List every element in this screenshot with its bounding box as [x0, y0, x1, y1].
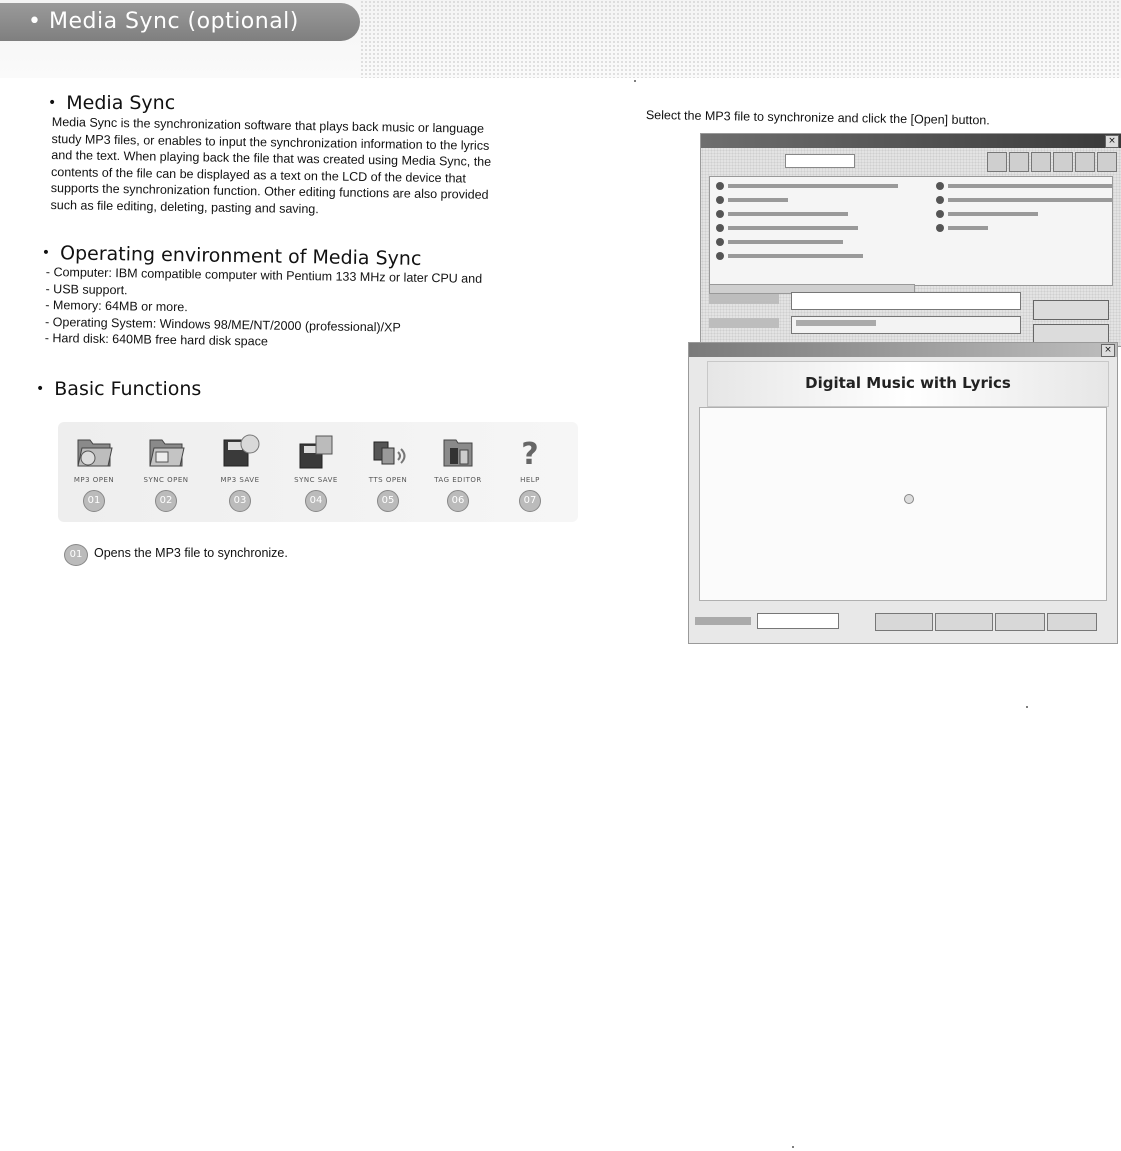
close-icon[interactable]: ×: [1105, 135, 1119, 148]
details-view-icon[interactable]: [1097, 152, 1117, 172]
environment-list: [45, 264, 483, 353]
cursor-icon: [904, 494, 914, 504]
help-icon: [508, 428, 552, 472]
file-item[interactable]: [716, 195, 906, 205]
number-badge: 03: [229, 490, 251, 512]
footer-button[interactable]: [995, 613, 1045, 631]
footer-button[interactable]: [935, 613, 993, 631]
section-heading-media-sync: • Media Sync: [48, 92, 176, 114]
look-in-dropdown[interactable]: [785, 154, 855, 168]
list-view-icon[interactable]: [1075, 152, 1095, 172]
instruction-text: Select the MP3 file to synchronize and click the [Open] button.: [645, 108, 990, 128]
function-icon-strip: [58, 422, 578, 522]
function-mp3-save[interactable]: MP3 SAVE 03: [204, 422, 276, 522]
file-item[interactable]: [716, 181, 906, 191]
status-label: [695, 617, 751, 625]
list-item: - Computer: IBM compatible computer with Pentium 133 MHz or later CPU and: [45, 264, 483, 286]
text-line: study MP3 files, or enables to input the synchronization information to the lyrics: [51, 131, 490, 153]
view-menu-icon[interactable]: [1053, 152, 1073, 172]
function-tts-open[interactable]: TTS OPEN 05: [352, 422, 424, 522]
section-heading-basic-functions: • Basic Functions: [36, 378, 202, 400]
footer-button[interactable]: [1047, 613, 1097, 631]
folder-sync-icon: [144, 428, 188, 472]
note-number-badge: 01: [64, 544, 88, 566]
file-item[interactable]: [716, 237, 906, 247]
file-item[interactable]: [716, 251, 906, 261]
scan-speck: [634, 80, 636, 82]
function-mp3-open[interactable]: MP3 OPEN 01: [58, 422, 130, 522]
disk-sync-save-icon: [294, 428, 338, 472]
number-badge: 07: [519, 490, 541, 512]
status-dropdown[interactable]: [757, 613, 839, 629]
header-banner: [0, 0, 1121, 78]
disk-save-icon: [218, 428, 262, 472]
banner-title-bar: [0, 3, 360, 41]
file-type-dropdown[interactable]: [791, 316, 1021, 334]
lyrics-area[interactable]: [699, 407, 1107, 601]
function-sync-open[interactable]: SYNC OPEN 02: [130, 422, 202, 522]
list-item: - Hard disk: 640MB free hard disk space: [44, 330, 268, 349]
audio-file-icon: [936, 182, 944, 190]
back-icon[interactable]: [987, 152, 1007, 172]
app-footer: [691, 605, 1115, 639]
media-sync-app-window: [688, 342, 1118, 644]
text-line: and the text. When playing back the file that was created using Media Sync, the: [51, 147, 492, 169]
app-banner: [707, 361, 1109, 407]
svg-text:?: ?: [521, 437, 539, 472]
file-name-input[interactable]: [791, 292, 1021, 310]
audio-file-icon: [716, 210, 724, 218]
function-note: Opens the MP3 file to synchronize.: [94, 546, 288, 560]
cancel-button[interactable]: [1033, 324, 1109, 344]
open-file-dialog: [700, 133, 1121, 347]
text-line: contents of the file can be displayed as a text on the LCD of the device that: [50, 164, 466, 186]
file-item[interactable]: [936, 209, 1121, 219]
tag-editor-icon: [436, 428, 480, 472]
file-item[interactable]: [716, 209, 906, 219]
function-help[interactable]: ? HELP 07: [494, 422, 566, 522]
footer-button[interactable]: [875, 613, 933, 631]
close-icon[interactable]: ×: [1101, 344, 1115, 357]
file-name-label: [709, 294, 779, 304]
list-item: - Memory: 64MB or more.: [45, 297, 188, 315]
file-type-label: [709, 318, 779, 328]
file-item[interactable]: [936, 195, 1121, 205]
text-line: Media Sync is the synchronization software that plays back music or language: [51, 114, 485, 136]
audio-file-icon: [936, 224, 944, 232]
new-folder-icon[interactable]: [1031, 152, 1051, 172]
dialog-titlebar: [701, 134, 1121, 148]
audio-file-icon: [716, 252, 724, 260]
media-sync-description: [50, 114, 491, 220]
text-line: supports the synchronization function. Other editing functions are also provided: [50, 180, 489, 202]
file-item[interactable]: [936, 181, 1121, 191]
scan-speck: [1026, 706, 1028, 708]
section-heading-environment: • Operating environment of Media Sync: [41, 242, 422, 270]
number-badge: 05: [377, 490, 399, 512]
file-item[interactable]: [936, 223, 1121, 233]
audio-file-icon: [936, 196, 944, 204]
file-item[interactable]: [716, 223, 906, 233]
banner-pattern: [360, 0, 1121, 78]
up-folder-icon[interactable]: [1009, 152, 1029, 172]
file-list[interactable]: [709, 176, 1113, 286]
function-sync-save[interactable]: SYNC SAVE 04: [280, 422, 352, 522]
dialog-toolbar: [987, 152, 1117, 172]
folder-open-icon: [72, 428, 116, 472]
app-banner-title: Digital Music with Lyrics: [805, 374, 1011, 392]
open-button[interactable]: [1033, 300, 1109, 320]
scan-speck: [792, 1146, 794, 1148]
text-line: such as file editing, deleting, pasting and saving.: [50, 197, 319, 216]
function-tag-editor[interactable]: TAG EDITOR 06: [422, 422, 494, 522]
app-titlebar: [689, 343, 1117, 357]
audio-file-icon: [716, 238, 724, 246]
number-badge: 06: [447, 490, 469, 512]
number-badge: 04: [305, 490, 327, 512]
audio-file-icon: [716, 196, 724, 204]
audio-file-icon: [716, 182, 724, 190]
number-badge: 02: [155, 490, 177, 512]
tts-open-icon: [366, 428, 410, 472]
audio-file-icon: [716, 224, 724, 232]
audio-file-icon: [936, 210, 944, 218]
page-title: • Media Sync (optional): [28, 9, 299, 34]
list-item: - Operating System: Windows 98/ME/NT/2000 (professional)/XP: [44, 314, 401, 335]
list-item: - USB support.: [45, 281, 128, 297]
number-badge: 01: [83, 490, 105, 512]
